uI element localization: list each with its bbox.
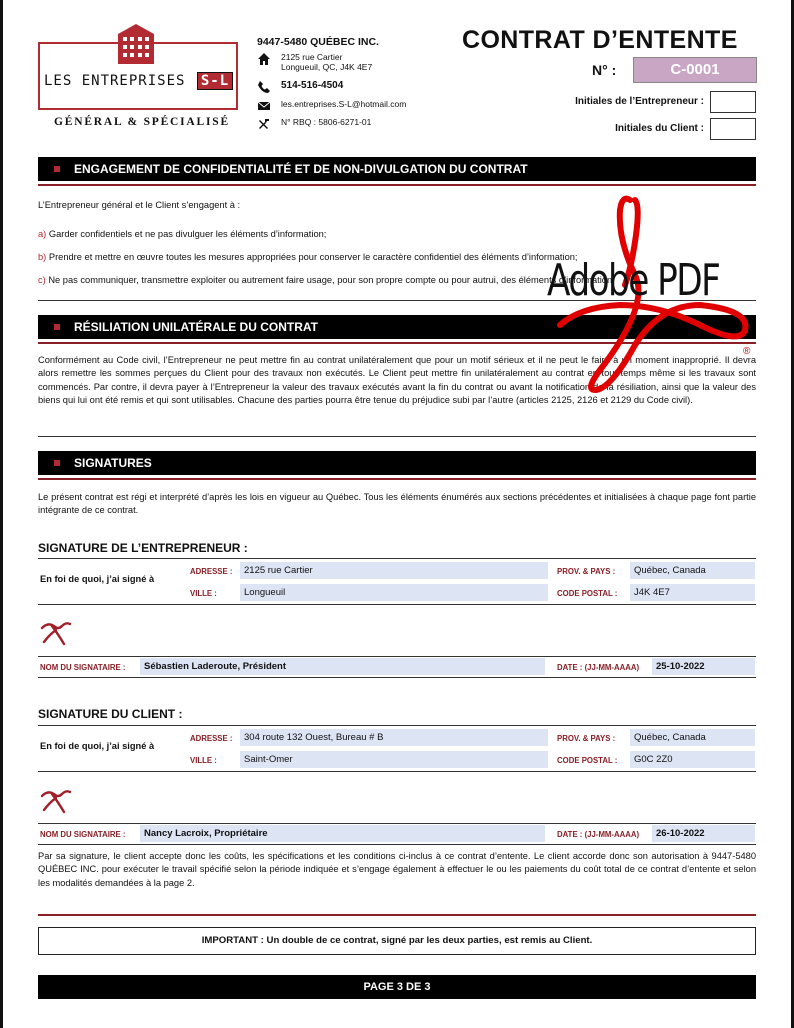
contractor-signer-label: NOM DU SIGNATAIRE : (40, 663, 126, 672)
client-signature-title: SIGNATURE DU CLIENT : (38, 707, 183, 721)
document-title: CONTRAT D’ENTENTE (462, 26, 738, 54)
divider (38, 604, 756, 605)
company-rbq (257, 117, 371, 131)
adobe-pdf-watermark: Adobe PDF (547, 255, 720, 306)
initials-client-field[interactable] (710, 118, 756, 140)
divider (38, 844, 756, 845)
item-letter: b) (38, 252, 47, 262)
initials-client-label: Initiales du Client : (615, 123, 704, 134)
contract-number-label: N° : (592, 62, 617, 78)
section-confidentiality-title: ENGAGEMENT DE CONFIDENTIALITÉ ET DE NON-DIVULGATION DU CONTRAT (74, 162, 528, 176)
logo-name: LES ENTREPRISES (44, 73, 186, 89)
phone-number: 514-516-4504 (281, 80, 344, 91)
email-address[interactable]: les.entreprises.S-L@hotmail.com (281, 99, 407, 109)
client-postal-field[interactable]: G0C 2Z0 (630, 751, 755, 768)
section-signatures-header (38, 451, 756, 475)
section-termination-title: RÉSILIATION UNILATÉRALE DU CONTRAT (74, 320, 318, 334)
initials-contractor-label: Initiales de l’Entrepreneur : (575, 96, 704, 107)
contractor-signature-title: SIGNATURE DE L’ENTREPRENEUR : (38, 541, 248, 555)
client-signer-label: NOM DU SIGNATAIRE : (40, 830, 126, 839)
section-confidentiality-header (38, 157, 756, 181)
building-logo-icon (114, 20, 158, 64)
contractor-date-field[interactable]: 25-10-2022 (652, 658, 755, 675)
client-city-field[interactable]: Saint-Omer (240, 751, 548, 768)
phone-icon (257, 80, 271, 94)
page-border-left (0, 0, 3, 1028)
client-in-faith-label: En foi de quoi, j’ai signé à (40, 741, 155, 751)
signature-flag-icon[interactable] (40, 788, 72, 814)
logo-mark: S-L (197, 72, 233, 90)
client-signer-field[interactable]: Nancy Lacroix, Propriétaire (140, 825, 545, 842)
divider (38, 823, 756, 824)
contractor-postal-label: CODE POSTAL : (557, 589, 618, 598)
client-address-field[interactable]: 304 route 132 Ouest, Bureau # B (240, 729, 548, 746)
section-signatures-title: SIGNATURES (74, 456, 152, 470)
client-prov-field[interactable]: Québec, Canada (630, 729, 755, 746)
closing-text: Par sa signature, le client accepte donc les coûts, les spécifications et les conditions ci-inclus à ce contrat d’entente. Le client accorde donc son autorisation à 9447-5480 QUÉBEC INC. pour exécuter le travail spécifié selon la période indiquée et s’engage également à effectuer le ou les paiements du coût total de ce contrat d’entente et selon les modalités demandées à la page 2. (38, 851, 756, 888)
section-bullet-icon (54, 460, 60, 466)
contractor-in-faith-label: En foi de quoi, j’ai signé à (40, 574, 155, 584)
company-name: 9447-5480 QUÉBEC INC. (257, 36, 379, 48)
logo-tagline: GÉNÉRAL & SPÉCIALISÉ (54, 116, 230, 128)
section-rule (38, 914, 756, 916)
item-letter: c) (38, 275, 46, 285)
client-prov-label: PROV. & PAYS : (557, 734, 616, 743)
item-text: Prendre et mettre en œuvre toutes les mesures appropriées pour conserver le caractère confidentiel des éléments d’information; (48, 252, 578, 262)
item-text: Ne pas communiquer, transmettre exploiter ou autrement faire usage, pour son propre compte ou pour autrui, des éléments d’information. (48, 275, 615, 285)
contractor-date-label: DATE : (JJ-MM-AAAA) (557, 663, 640, 672)
address-line2: Longueuil, QC, J4K 4E7 (281, 62, 373, 72)
home-icon (257, 52, 271, 66)
initials-contractor-field[interactable] (710, 91, 756, 113)
signature-flag-icon[interactable] (40, 620, 72, 646)
company-address (257, 52, 372, 72)
contractor-postal-field[interactable]: J4K 4E7 (630, 584, 755, 601)
contractor-address-field[interactable]: 2125 rue Cartier (240, 562, 548, 579)
termination-text: Conformément au Code civil, l’Entrepreneur ne peut mettre fin au contrat unilatéralement que pour un motif sérieux et il ne peut le faire à un moment inapproprié. Il devra alors remettre les sommes perçues du Client pour des travaux non exécutés. Le Client peut mettre fin unilatéralement au contrat en tout temps même si les travaux sont commencés. Par contre, il devra payer à l’Entrepreneur la valeur des travaux exécutés avant la fin du contrat ou avant la notification de la résiliation, ainsi que la valeur des biens qui lui ont été remis et qui sont utilisables. Chacune des parties pourra être tenue du préjudice subi par l’autre (articles 2125, 2126 et 2129 du Code civil). (38, 355, 756, 406)
divider (38, 656, 756, 657)
address-line1: 2125 rue Cartier (281, 52, 343, 62)
contract-number[interactable]: C-0001 (633, 57, 757, 83)
company-phone (257, 80, 343, 94)
divider (38, 771, 756, 772)
rbq-number: N° RBQ : 5806-6271-01 (281, 117, 372, 127)
contractor-city-label: VILLE : (190, 589, 217, 598)
contractor-prov-label: PROV. & PAYS : (557, 567, 616, 576)
divider (38, 725, 756, 726)
tools-icon (257, 117, 271, 131)
logo-wordmark (44, 72, 233, 90)
client-date-label: DATE : (JJ-MM-AAAA) (557, 830, 640, 839)
important-notice: IMPORTANT : Un double de ce contrat, signé par les deux parties, est remis au Client. (38, 927, 756, 955)
item-text: Garder confidentiels et ne pas divulguer les éléments d’information; (48, 229, 327, 239)
divider (38, 677, 756, 678)
section-rule (38, 478, 756, 480)
company-email (257, 99, 406, 113)
page-footer: PAGE 3 DE 3 (38, 975, 756, 999)
divider (38, 436, 756, 437)
contractor-city-field[interactable]: Longueuil (240, 584, 548, 601)
envelope-icon (257, 99, 271, 113)
client-city-label: VILLE : (190, 756, 217, 765)
section-rule (38, 184, 756, 186)
item-letter: a) (38, 229, 47, 239)
client-address-label: ADRESSE : (190, 734, 233, 743)
client-postal-label: CODE POSTAL : (557, 756, 618, 765)
signatures-text: Le présent contrat est régi et interprété d’après les lois en vigueur au Québec. Tous les éléments énumérés aux sections précédentes et initialisées à chaque page font partie intégrante de ce contrat. (38, 492, 756, 516)
contractor-prov-field[interactable]: Québec, Canada (630, 562, 755, 579)
section-bullet-icon (54, 166, 60, 172)
registered-mark: ® (743, 346, 751, 357)
contractor-address-label: ADRESSE : (190, 567, 233, 576)
client-date-field[interactable]: 26-10-2022 (652, 825, 755, 842)
confidentiality-intro: L’Entrepreneur général et le Client s’engagent à : (38, 200, 241, 210)
contractor-signer-field[interactable]: Sébastien Laderoute, Président (140, 658, 545, 675)
divider (38, 558, 756, 559)
section-bullet-icon (54, 324, 60, 330)
